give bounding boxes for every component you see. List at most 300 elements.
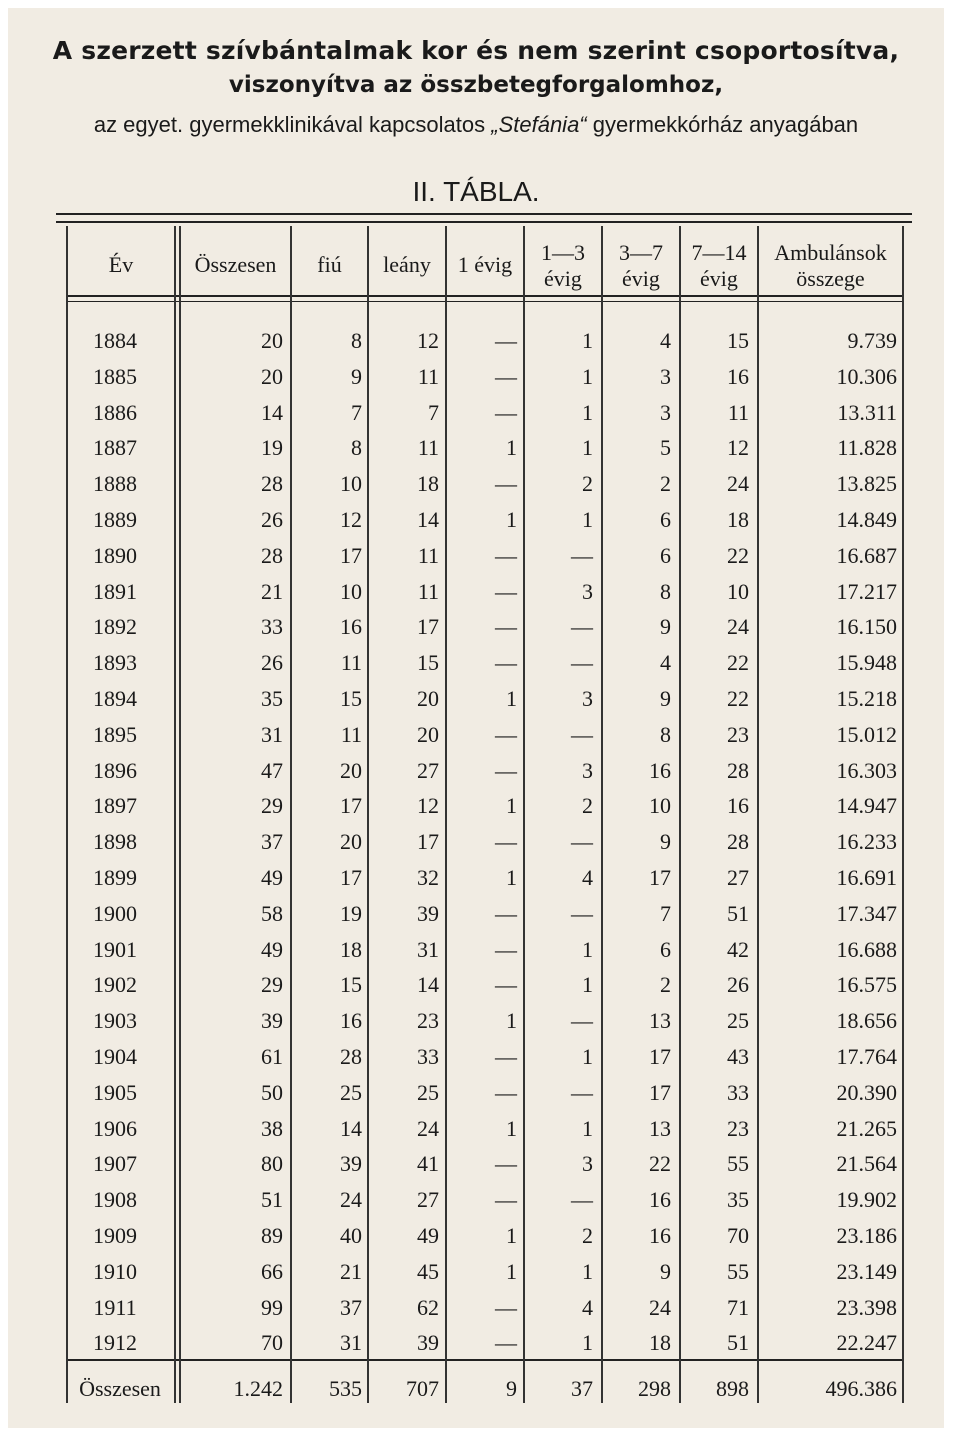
cell-7-14-evig: 22: [727, 686, 749, 711]
table-row: [8, 932, 944, 968]
cell-1-evig: 1: [506, 435, 517, 461]
cell-ambulansok: 16.687: [836, 542, 897, 568]
cell-osszesen: 89: [261, 1223, 283, 1248]
header-ambulansok-top: Ambulánsok: [774, 240, 887, 265]
cell-ev: 1895: [93, 721, 137, 747]
cell-7-14-evig: 28: [727, 829, 749, 855]
cell-osszesen: 47: [261, 757, 283, 783]
cell-osszesen: 33: [261, 614, 283, 640]
cell-1-3-evig: 3: [582, 1151, 593, 1177]
header-rule-1: [66, 295, 904, 297]
cell-ev: 1888: [93, 471, 137, 497]
subtitle-italic: „Stefánia“: [491, 112, 587, 137]
cell-ev: 1896: [93, 757, 137, 783]
cell-fiu: 15: [340, 972, 362, 998]
cell-fiu: 40: [340, 1223, 362, 1248]
cell-1-evig: —: [495, 399, 517, 425]
cell-ambulansok: 16.303: [836, 757, 897, 783]
table-row: [8, 717, 944, 753]
cell-1-evig: —: [495, 1044, 517, 1069]
cell-fiu: 37: [340, 1294, 362, 1320]
cell-leany: 49: [417, 1223, 439, 1248]
cell-7-14-evig: 10: [727, 578, 749, 604]
cell-fiu: 20: [340, 829, 362, 855]
cell-osszesen: 20: [261, 328, 283, 353]
cell-ev: 1891: [93, 578, 137, 604]
cell-ambulansok: 17.347: [836, 900, 897, 926]
cell-1-evig: 1: [506, 686, 517, 711]
document-page: [8, 8, 944, 1428]
cell-1-3-evig: 1: [582, 1115, 593, 1141]
cell-1-3-evig: 1: [582, 328, 593, 353]
header-1-3-evig: [525, 240, 601, 292]
cell-ambulansok: 20.390: [836, 1079, 897, 1105]
table-row: [8, 1254, 944, 1290]
cell-leany: 39: [417, 900, 439, 926]
cell-3-7-evig: 4: [660, 650, 671, 676]
table-row: [8, 359, 944, 395]
cell-osszesen: 49: [261, 865, 283, 890]
cell-1-evig: —: [495, 328, 517, 353]
table-row: [8, 1182, 944, 1218]
table-row: [8, 753, 944, 789]
cell-osszesen: 29: [261, 972, 283, 998]
cell-1-3-evig: —: [571, 542, 593, 568]
cell-osszesen: 14: [261, 399, 283, 425]
cell-ev: 1908: [93, 1187, 137, 1213]
table-row: [8, 896, 944, 932]
cell-ev: 1899: [93, 865, 137, 890]
cell-osszesen: 28: [261, 471, 283, 497]
cell-ambulansok: 10.306: [836, 363, 897, 389]
cell-3-7-evig: 3: [660, 399, 671, 425]
cell-ambulansok: 22.247: [836, 1330, 897, 1356]
cell-leany: 18: [417, 471, 439, 497]
cell-osszesen: 26: [261, 507, 283, 532]
cell-7-14-evig: 55: [727, 1151, 749, 1177]
cell-ev: 1889: [93, 507, 137, 532]
cell-1-evig: —: [495, 757, 517, 783]
cell-osszesen: 37: [261, 829, 283, 855]
subtitle-after: gyermekkórház anyagában: [592, 112, 859, 137]
cell-3-7-evig: 5: [660, 435, 671, 461]
cell-1-3-evig: —: [571, 1079, 593, 1105]
cell-3-7-evig: 16: [649, 1187, 671, 1213]
header-fiu: fiú: [317, 252, 342, 277]
cell-7-14-evig: 26: [727, 972, 749, 998]
cell-1-3-evig: 1: [582, 936, 593, 962]
cell-7-14-evig: 25: [727, 1008, 749, 1034]
cell-ev: 1900: [93, 900, 137, 926]
cell-ev: 1885: [93, 363, 137, 389]
total-row: [8, 1368, 944, 1404]
top-rule-inner: [56, 221, 912, 223]
cell-fiu: 8: [351, 328, 362, 353]
cell-1-3-evig: 1: [582, 1330, 593, 1356]
cell-osszesen: 21: [261, 578, 283, 604]
cell-ev: 1904: [93, 1044, 137, 1069]
cell-7-14-evig: 22: [727, 650, 749, 676]
header-3-7-evig: [603, 240, 679, 292]
total-cell-3-7-evig: 298: [638, 1376, 671, 1401]
cell-1-3-evig: —: [571, 614, 593, 640]
cell-osszesen: 29: [261, 793, 283, 819]
cell-ambulansok: 13.311: [837, 399, 897, 425]
header-7-14-bottom: évig: [700, 266, 738, 291]
cell-fiu: 21: [340, 1258, 362, 1284]
total-cell-fiu: 535: [329, 1376, 362, 1401]
cell-fiu: 28: [340, 1044, 362, 1069]
cell-1-evig: —: [495, 900, 517, 926]
cell-1-evig: —: [495, 614, 517, 640]
cell-ev: 1907: [93, 1151, 137, 1177]
cell-leany: 15: [417, 650, 439, 676]
cell-ambulansok: 13.825: [836, 471, 897, 497]
cell-leany: 62: [417, 1294, 439, 1320]
cell-7-14-evig: 51: [727, 900, 749, 926]
cell-1-evig: 1: [506, 793, 517, 819]
subtitle: [8, 112, 944, 138]
cell-1-3-evig: 4: [582, 865, 593, 890]
cell-1-3-evig: —: [571, 721, 593, 747]
table-row: [8, 1218, 944, 1254]
cell-fiu: 7: [351, 399, 362, 425]
header-ambulansok-bottom: összege: [796, 266, 865, 291]
cell-fiu: 15: [340, 686, 362, 711]
cell-leany: 11: [417, 542, 439, 568]
table-row: [8, 860, 944, 896]
cell-leany: 17: [417, 614, 439, 640]
top-rule-outer: [56, 213, 912, 215]
cell-3-7-evig: 2: [660, 972, 671, 998]
cell-fiu: 24: [340, 1187, 362, 1213]
cell-leany: 17: [417, 829, 439, 855]
header-ambulansok: [759, 240, 902, 292]
subtitle-before: az egyet. gyermekklinikával kapcsolatos: [93, 112, 486, 137]
cell-ambulansok: 21.564: [836, 1151, 897, 1177]
cell-1-3-evig: 2: [582, 1223, 593, 1248]
cell-1-evig: —: [495, 363, 517, 389]
cell-leany: 11: [417, 578, 439, 604]
cell-7-14-evig: 23: [727, 1115, 749, 1141]
cell-leany: 7: [428, 399, 439, 425]
cell-fiu: 17: [340, 542, 362, 568]
cell-ev: 1884: [93, 328, 137, 353]
cell-ambulansok: 16.575: [836, 972, 897, 998]
cell-ambulansok: 17.217: [836, 578, 897, 604]
cell-ev: 1886: [93, 399, 137, 425]
cell-leany: 41: [417, 1151, 439, 1177]
cell-1-3-evig: —: [571, 829, 593, 855]
cell-leany: 39: [417, 1330, 439, 1356]
cell-osszesen: 61: [261, 1044, 283, 1069]
cell-1-evig: 1: [506, 865, 517, 890]
cell-osszesen: 19: [261, 435, 283, 461]
table-row: [8, 645, 944, 681]
table-row: [8, 574, 944, 610]
cell-ambulansok: 15.012: [836, 721, 897, 747]
cell-7-14-evig: 24: [727, 614, 749, 640]
cell-7-14-evig: 16: [727, 363, 749, 389]
cell-1-3-evig: 1: [582, 435, 593, 461]
table-row: [8, 1111, 944, 1147]
header-3-7-bottom: évig: [622, 266, 660, 291]
cell-1-evig: —: [495, 650, 517, 676]
cell-fiu: 39: [340, 1151, 362, 1177]
cell-7-14-evig: 70: [727, 1223, 749, 1248]
header-rule-2: [66, 301, 904, 302]
cell-leany: 23: [417, 1008, 439, 1034]
cell-ambulansok: 16.688: [836, 936, 897, 962]
cell-ev: 1909: [93, 1223, 137, 1248]
table-row: [8, 1146, 944, 1182]
table-row: [8, 609, 944, 645]
table-row: [8, 681, 944, 717]
cell-3-7-evig: 3: [660, 363, 671, 389]
header-1-3-bottom: évig: [544, 266, 582, 291]
cell-ev: 1912: [93, 1330, 137, 1356]
cell-ev: 1887: [93, 435, 137, 461]
cell-1-3-evig: 2: [582, 471, 593, 497]
header-7-14-evig: [681, 240, 757, 292]
cell-3-7-evig: 16: [649, 757, 671, 783]
cell-leany: 27: [417, 757, 439, 783]
cell-ev: 1892: [93, 614, 137, 640]
cell-3-7-evig: 9: [660, 829, 671, 855]
cell-7-14-evig: 51: [727, 1330, 749, 1356]
cell-1-evig: —: [495, 972, 517, 998]
cell-3-7-evig: 6: [660, 507, 671, 532]
cell-ambulansok: 11.828: [837, 435, 897, 461]
cell-osszesen: 51: [261, 1187, 283, 1213]
cell-ev: 1903: [93, 1008, 137, 1034]
cell-1-3-evig: 1: [582, 972, 593, 998]
cell-7-14-evig: 55: [727, 1258, 749, 1284]
table-row: [8, 538, 944, 574]
cell-1-3-evig: —: [571, 900, 593, 926]
cell-leany: 32: [417, 865, 439, 890]
table-row: [8, 430, 944, 466]
cell-1-evig: —: [495, 471, 517, 497]
cell-1-evig: —: [495, 1151, 517, 1177]
cell-ambulansok: 15.948: [836, 650, 897, 676]
cell-1-3-evig: 4: [582, 1294, 593, 1320]
cell-ev: 1898: [93, 829, 137, 855]
cell-7-14-evig: 33: [727, 1079, 749, 1105]
cell-ambulansok: 16.233: [836, 829, 897, 855]
cell-leany: 27: [417, 1187, 439, 1213]
cell-7-14-evig: 23: [727, 721, 749, 747]
table-row: [8, 1003, 944, 1039]
cell-osszesen: 99: [261, 1294, 283, 1320]
cell-7-14-evig: 35: [727, 1187, 749, 1213]
cell-ev: 1897: [93, 793, 137, 819]
cell-fiu: 12: [340, 507, 362, 532]
cell-1-evig: —: [495, 936, 517, 962]
cell-leany: 11: [417, 435, 439, 461]
cell-ambulansok: 21.265: [836, 1115, 897, 1141]
cell-osszesen: 39: [261, 1008, 283, 1034]
cell-osszesen: 38: [261, 1115, 283, 1141]
table-row: [8, 1325, 944, 1361]
cell-1-evig: —: [495, 542, 517, 568]
cell-1-3-evig: 1: [582, 399, 593, 425]
cell-3-7-evig: 7: [660, 900, 671, 926]
total-cell-osszesen: 1.242: [233, 1376, 283, 1401]
cell-ev: 1901: [93, 936, 137, 962]
cell-leany: 12: [417, 793, 439, 819]
cell-fiu: 10: [340, 471, 362, 497]
cell-1-evig: 1: [506, 507, 517, 532]
cell-7-14-evig: 43: [727, 1044, 749, 1069]
cell-fiu: 16: [340, 614, 362, 640]
cell-ev: 1910: [93, 1258, 137, 1284]
cell-1-evig: 1: [506, 1258, 517, 1284]
cell-1-evig: —: [495, 1079, 517, 1105]
cell-1-3-evig: 1: [582, 1258, 593, 1284]
cell-3-7-evig: 2: [660, 471, 671, 497]
cell-3-7-evig: 17: [649, 1079, 671, 1105]
table-row: [8, 502, 944, 538]
table-row: [8, 967, 944, 1003]
header-3-7-top: 3—7: [619, 240, 663, 265]
cell-leany: 14: [417, 972, 439, 998]
cell-fiu: 19: [340, 900, 362, 926]
cell-leany: 20: [417, 721, 439, 747]
cell-7-14-evig: 24: [727, 471, 749, 497]
cell-1-3-evig: 1: [582, 363, 593, 389]
cell-1-evig: —: [495, 1330, 517, 1356]
cell-3-7-evig: 22: [649, 1151, 671, 1177]
cell-leany: 12: [417, 328, 439, 353]
table-row: [8, 1290, 944, 1326]
table-row: [8, 323, 944, 359]
header-leany: leány: [383, 252, 431, 277]
cell-3-7-evig: 17: [649, 1044, 671, 1069]
cell-7-14-evig: 11: [727, 399, 749, 425]
cell-ev: 1890: [93, 542, 137, 568]
cell-3-7-evig: 13: [649, 1008, 671, 1034]
total-cell-7-14-evig: 898: [716, 1376, 749, 1401]
cell-ambulansok: 16.150: [836, 614, 897, 640]
cell-fiu: 10: [340, 578, 362, 604]
cell-1-3-evig: —: [571, 650, 593, 676]
cell-7-14-evig: 22: [727, 542, 749, 568]
cell-1-evig: 1: [506, 1115, 517, 1141]
cell-3-7-evig: 8: [660, 578, 671, 604]
cell-1-evig: 1: [506, 1008, 517, 1034]
cell-osszesen: 49: [261, 936, 283, 962]
cell-leany: 11: [417, 363, 439, 389]
cell-3-7-evig: 17: [649, 865, 671, 890]
cell-leany: 31: [417, 936, 439, 962]
cell-fiu: 11: [340, 650, 362, 676]
cell-leany: 14: [417, 507, 439, 532]
total-cell-ambulansok: 496.386: [825, 1376, 897, 1401]
cell-7-14-evig: 12: [727, 435, 749, 461]
cell-3-7-evig: 10: [649, 793, 671, 819]
cell-ambulansok: 18.656: [836, 1008, 897, 1034]
cell-ev: 1894: [93, 686, 137, 711]
cell-ev: 1902: [93, 972, 137, 998]
table-row: [8, 466, 944, 502]
cell-ambulansok: 15.218: [836, 686, 897, 711]
cell-osszesen: 66: [261, 1258, 283, 1284]
cell-fiu: 11: [340, 721, 362, 747]
cell-ev: 1893: [93, 650, 137, 676]
cell-1-evig: —: [495, 578, 517, 604]
cell-leany: 33: [417, 1044, 439, 1069]
cell-7-14-evig: 18: [727, 507, 749, 532]
cell-leany: 20: [417, 686, 439, 711]
cell-7-14-evig: 16: [727, 793, 749, 819]
cell-7-14-evig: 15: [727, 328, 749, 353]
cell-fiu: 9: [351, 363, 362, 389]
cell-1-evig: —: [495, 829, 517, 855]
cell-1-3-evig: 3: [582, 757, 593, 783]
cell-fiu: 17: [340, 865, 362, 890]
header-1-evig: 1 évig: [457, 252, 513, 277]
cell-ambulansok: 23.149: [836, 1258, 897, 1284]
cell-leany: 24: [417, 1115, 439, 1141]
cell-osszesen: 20: [261, 363, 283, 389]
cell-3-7-evig: 13: [649, 1115, 671, 1141]
cell-7-14-evig: 71: [727, 1294, 749, 1320]
cell-fiu: 20: [340, 757, 362, 783]
cell-3-7-evig: 4: [660, 328, 671, 353]
cell-osszesen: 28: [261, 542, 283, 568]
cell-3-7-evig: 24: [649, 1294, 671, 1320]
cell-1-3-evig: 1: [582, 507, 593, 532]
table-row: [8, 1039, 944, 1075]
cell-3-7-evig: 6: [660, 542, 671, 568]
cell-1-3-evig: —: [571, 1187, 593, 1213]
cell-1-3-evig: 3: [582, 686, 593, 711]
cell-fiu: 17: [340, 793, 362, 819]
cell-1-evig: —: [495, 1294, 517, 1320]
cell-3-7-evig: 18: [649, 1330, 671, 1356]
table-row: [8, 824, 944, 860]
cell-fiu: 8: [351, 435, 362, 461]
cell-ev: 1906: [93, 1115, 137, 1141]
cell-osszesen: 35: [261, 686, 283, 711]
cell-ev: 1911: [93, 1294, 137, 1320]
cell-3-7-evig: 6: [660, 936, 671, 962]
cell-ambulansok: 14.947: [836, 793, 897, 819]
total-cell-1-evig: 9: [506, 1376, 517, 1401]
cell-ev: 1905: [93, 1079, 137, 1105]
header-osszesen: Összesen: [194, 252, 277, 277]
header-1-3-top: 1—3: [541, 240, 585, 265]
cell-fiu: 16: [340, 1008, 362, 1034]
cell-ambulansok: 23.186: [836, 1223, 897, 1248]
cell-1-3-evig: 3: [582, 578, 593, 604]
table-row: [8, 788, 944, 824]
cell-ambulansok: 23.398: [836, 1294, 897, 1320]
header-ev: Év: [108, 252, 134, 277]
total-label: Összesen: [79, 1376, 161, 1401]
cell-fiu: 31: [340, 1330, 362, 1356]
cell-1-3-evig: 1: [582, 1044, 593, 1069]
total-cell-leany: 707: [406, 1376, 439, 1401]
cell-1-evig: 1: [506, 1223, 517, 1248]
cell-osszesen: 26: [261, 650, 283, 676]
cell-osszesen: 31: [261, 721, 283, 747]
cell-1-evig: —: [495, 1187, 517, 1213]
table-row: [8, 395, 944, 431]
table-title: II. TÁBLA.: [412, 176, 540, 207]
cell-ambulansok: 17.764: [836, 1044, 897, 1069]
